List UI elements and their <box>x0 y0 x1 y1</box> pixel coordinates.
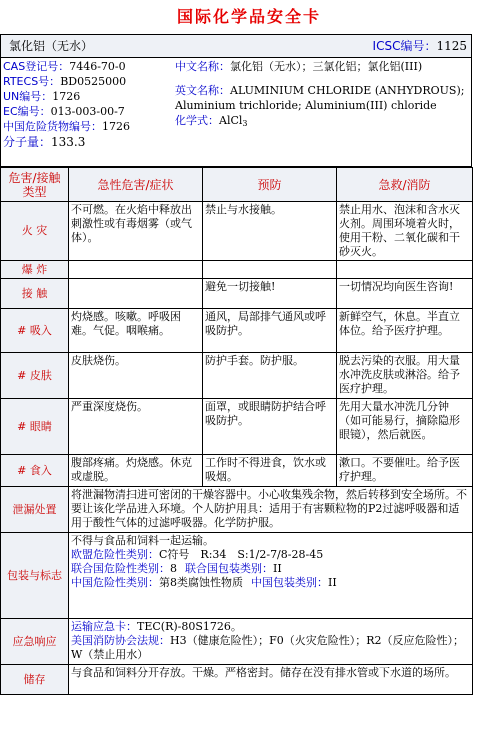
hazard-table <box>0 167 473 695</box>
icsc-number: ICSC编号：1125 <box>372 39 467 53</box>
header-first-aid: 急救/消防 <box>337 168 473 202</box>
rtecs-number: RTECS号：BD0525000 <box>3 75 127 88</box>
row-contact: 接 触 避免一切接触! 一切情况均向医生咨询! <box>1 279 473 309</box>
spill-label: 泄漏处置 <box>1 487 69 533</box>
un-number: UN编号：1726 <box>3 90 81 103</box>
page-title: 国际化学品安全卡 <box>176 7 321 26</box>
header-hazard: 急性危害/症状 <box>69 168 203 202</box>
row-emergency <box>1 619 473 665</box>
name-bar <box>1 35 471 58</box>
emergency-text: 运输应急卡：TEC(R)-80S1726。 美国消防协会法规：H3（健康危险性）；F0（火灾危险性）；R2（反应危险性）；W（禁止用水） <box>69 619 473 665</box>
chemical-formula: 化学式：AlCl$_3$ <box>175 114 248 128</box>
header-prevention: 预防 <box>203 168 337 202</box>
cas-number: CAS登记号：7446-70-0 <box>3 60 126 73</box>
molecular-weight: 分子量：133.3 <box>3 135 86 149</box>
chemical-name: 氯化铝（无水） <box>9 39 94 53</box>
spill-text: 将泄漏物清扫进可密闭的干燥容器中。小心收集残余物，然后转移到安全场所。不要让该化学品进入环境。个人防护用具：适用于有害颗粒物的P2过滤呼吸器和适用于酸性气体的过滤呼吸器。化学防护服。 <box>69 487 473 533</box>
cn-dangerous-goods-number: 中国危险货物编号：1726 <box>3 120 130 133</box>
row-eyes: # 眼睛 严重深度烧伤。 面罩，或眼睛防护结合呼吸防护。 先用大量水冲洗几分钟（如可能易行，摘除隐形眼镜），然后就医。 <box>1 399 473 455</box>
row-fire: 火 灾 不可燃。在火焰中释放出刺激性或有毒烟雾（或气体）。 禁止与水接触。 禁止用水、泡沫和含水灭火剂。周围环境着火时，使用干粉、二氧化碳和干砂灭火。 <box>1 202 473 261</box>
row-ingestion: # 食入 腹部疼痛。灼烧感。休克或虚脱。 工作时不得进食，饮水或吸烟。 漱口。不要催吐。给予医疗护理。 <box>1 455 473 487</box>
chinese-name: 中文名称：氯化铝（无水）；三氯化铝；氯化铝(III) <box>175 60 423 73</box>
row-inhalation: # 吸入 灼烧感。咳嗽。呼吸困难。气促。咽喉痛。 通风，局部排气通风或呼吸防护。 新鲜空气，休息。半直立体位。给予医疗护理。 <box>1 309 473 353</box>
storage-text: 与食品和饲料分开存放。干燥。严格密封。储存在没有排水管或下水道的场所。 <box>69 665 473 695</box>
storage-label: 储存 <box>1 665 69 695</box>
identifier-list <box>3 59 171 151</box>
identification-box <box>0 34 472 167</box>
row-packaging <box>1 533 473 619</box>
row-explosion: 爆 炸 <box>1 261 473 279</box>
name-list <box>175 59 469 131</box>
emergency-label: 应急响应 <box>1 619 69 665</box>
packaging-text: 不得与食品和饲料一起运输。 欧盟危险性类别：C符号 R:34 S:1/2-7/8-28-45 联合国危险性类别：8 联合国包装类别：II 中国危险性类别：第8类腐蚀性物质 中国包装类别：II <box>69 533 473 619</box>
packaging-label: 包装与标志 <box>1 533 69 619</box>
table-header-row <box>1 168 473 202</box>
english-name: 英文名称：ALUMINIUM CHLORIDE (ANHYDROUS); Aluminium trichloride; Aluminium(III) chloride <box>175 84 465 112</box>
header-type: 危害/接触类型 <box>1 168 69 202</box>
row-skin: # 皮肤 皮肤烧伤。 防护手套。防护服。 脱去污染的衣服。用大量水冲洗皮肤或淋浴。给予医疗护理。 <box>1 353 473 399</box>
ec-number: EC编号：013-003-00-7 <box>3 105 125 118</box>
row-spill <box>1 487 473 533</box>
row-storage <box>1 665 473 695</box>
